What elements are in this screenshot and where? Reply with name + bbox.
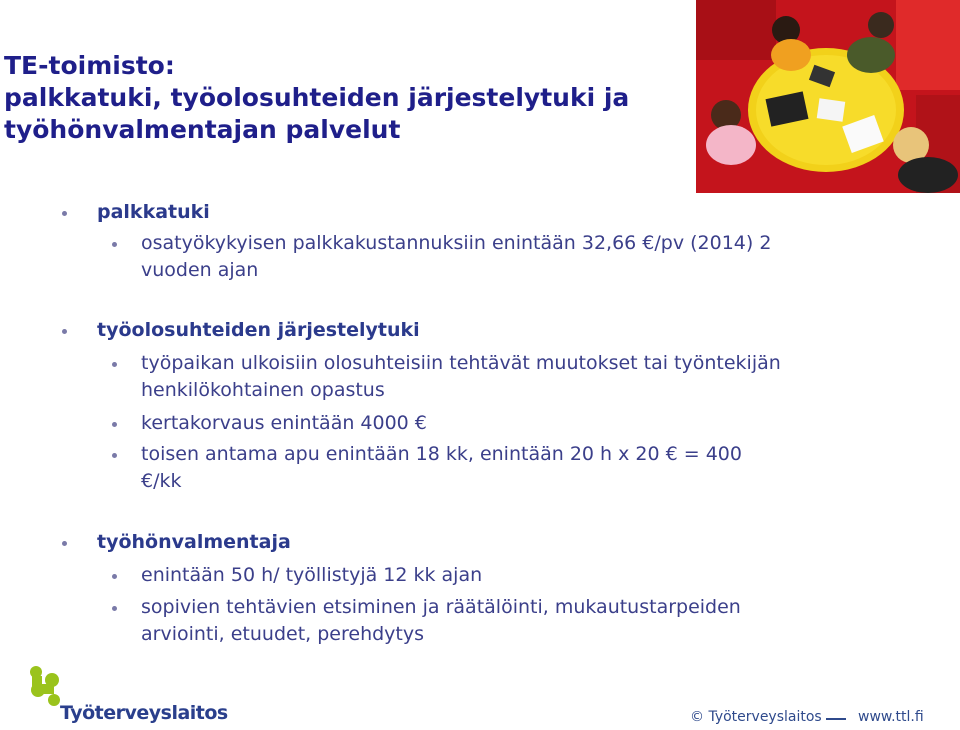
list-item-line: kertakorvaus enintään 4000 € (141, 412, 427, 434)
list-item (141, 230, 771, 284)
list-item (141, 562, 482, 589)
section-heading-palkkatuki: palkkatuki (97, 201, 210, 223)
bullet-icon (112, 574, 117, 579)
list-item-line: vuoden ajan (141, 259, 259, 281)
bullet-icon (112, 422, 117, 427)
bullet-icon (112, 242, 117, 247)
list-item-line: henkilökohtainen opastus (141, 379, 385, 401)
logo-wordmark: Työterveyslaitos (60, 702, 228, 724)
list-item (141, 441, 742, 495)
bullet-icon (112, 362, 117, 367)
list-item (141, 594, 741, 648)
list-item-line: osatyökykyisen palkkakustannuksiin enintään 32,66 €/pv (2014) 2 (141, 232, 772, 254)
footer-url-link[interactable]: www.ttl.fi (858, 709, 924, 725)
people-at-table-photo (696, 0, 960, 193)
slide-title-line-3: työhönvalmentajan palvelut (4, 115, 401, 144)
list-item-line: enintään 50 h/ työllistyjä 12 kk ajan (141, 564, 483, 586)
bullet-icon (62, 329, 67, 334)
bullet-icon (112, 606, 117, 611)
slide-title-line-2: palkkatuki, työolosuhteiden järjestelytuki ja (4, 83, 630, 112)
section-heading-jarjestelytuki: työolosuhteiden järjestelytuki (97, 319, 420, 341)
list-item-line: toisen antama apu enintään 18 kk, enintään 20 h x 20 € = 400 (141, 443, 742, 465)
slide-title-line-1: TE-toimisto: (4, 51, 175, 80)
section-heading-tyohonvalmentaja: työhönvalmentaja (97, 531, 291, 553)
list-item-line: työpaikan ulkoisiin olosuhteisiin tehtävät muutokset tai työntekijän (141, 352, 781, 374)
bullet-icon (62, 541, 67, 546)
list-item (141, 410, 427, 437)
footer-copyright: © Työterveyslaitos (690, 709, 822, 725)
list-item-line: €/kk (141, 470, 182, 492)
list-item-line: sopivien tehtävien etsiminen ja räätälöinti, mukautustarpeiden (141, 596, 741, 618)
list-item-line: arviointi, etuudet, perehdytys (141, 623, 425, 645)
footer-divider (826, 718, 846, 720)
slide-title (4, 50, 694, 146)
bullet-icon (112, 453, 117, 458)
photo-illustration (696, 0, 960, 193)
bullet-icon (62, 211, 67, 216)
list-item (141, 350, 781, 404)
